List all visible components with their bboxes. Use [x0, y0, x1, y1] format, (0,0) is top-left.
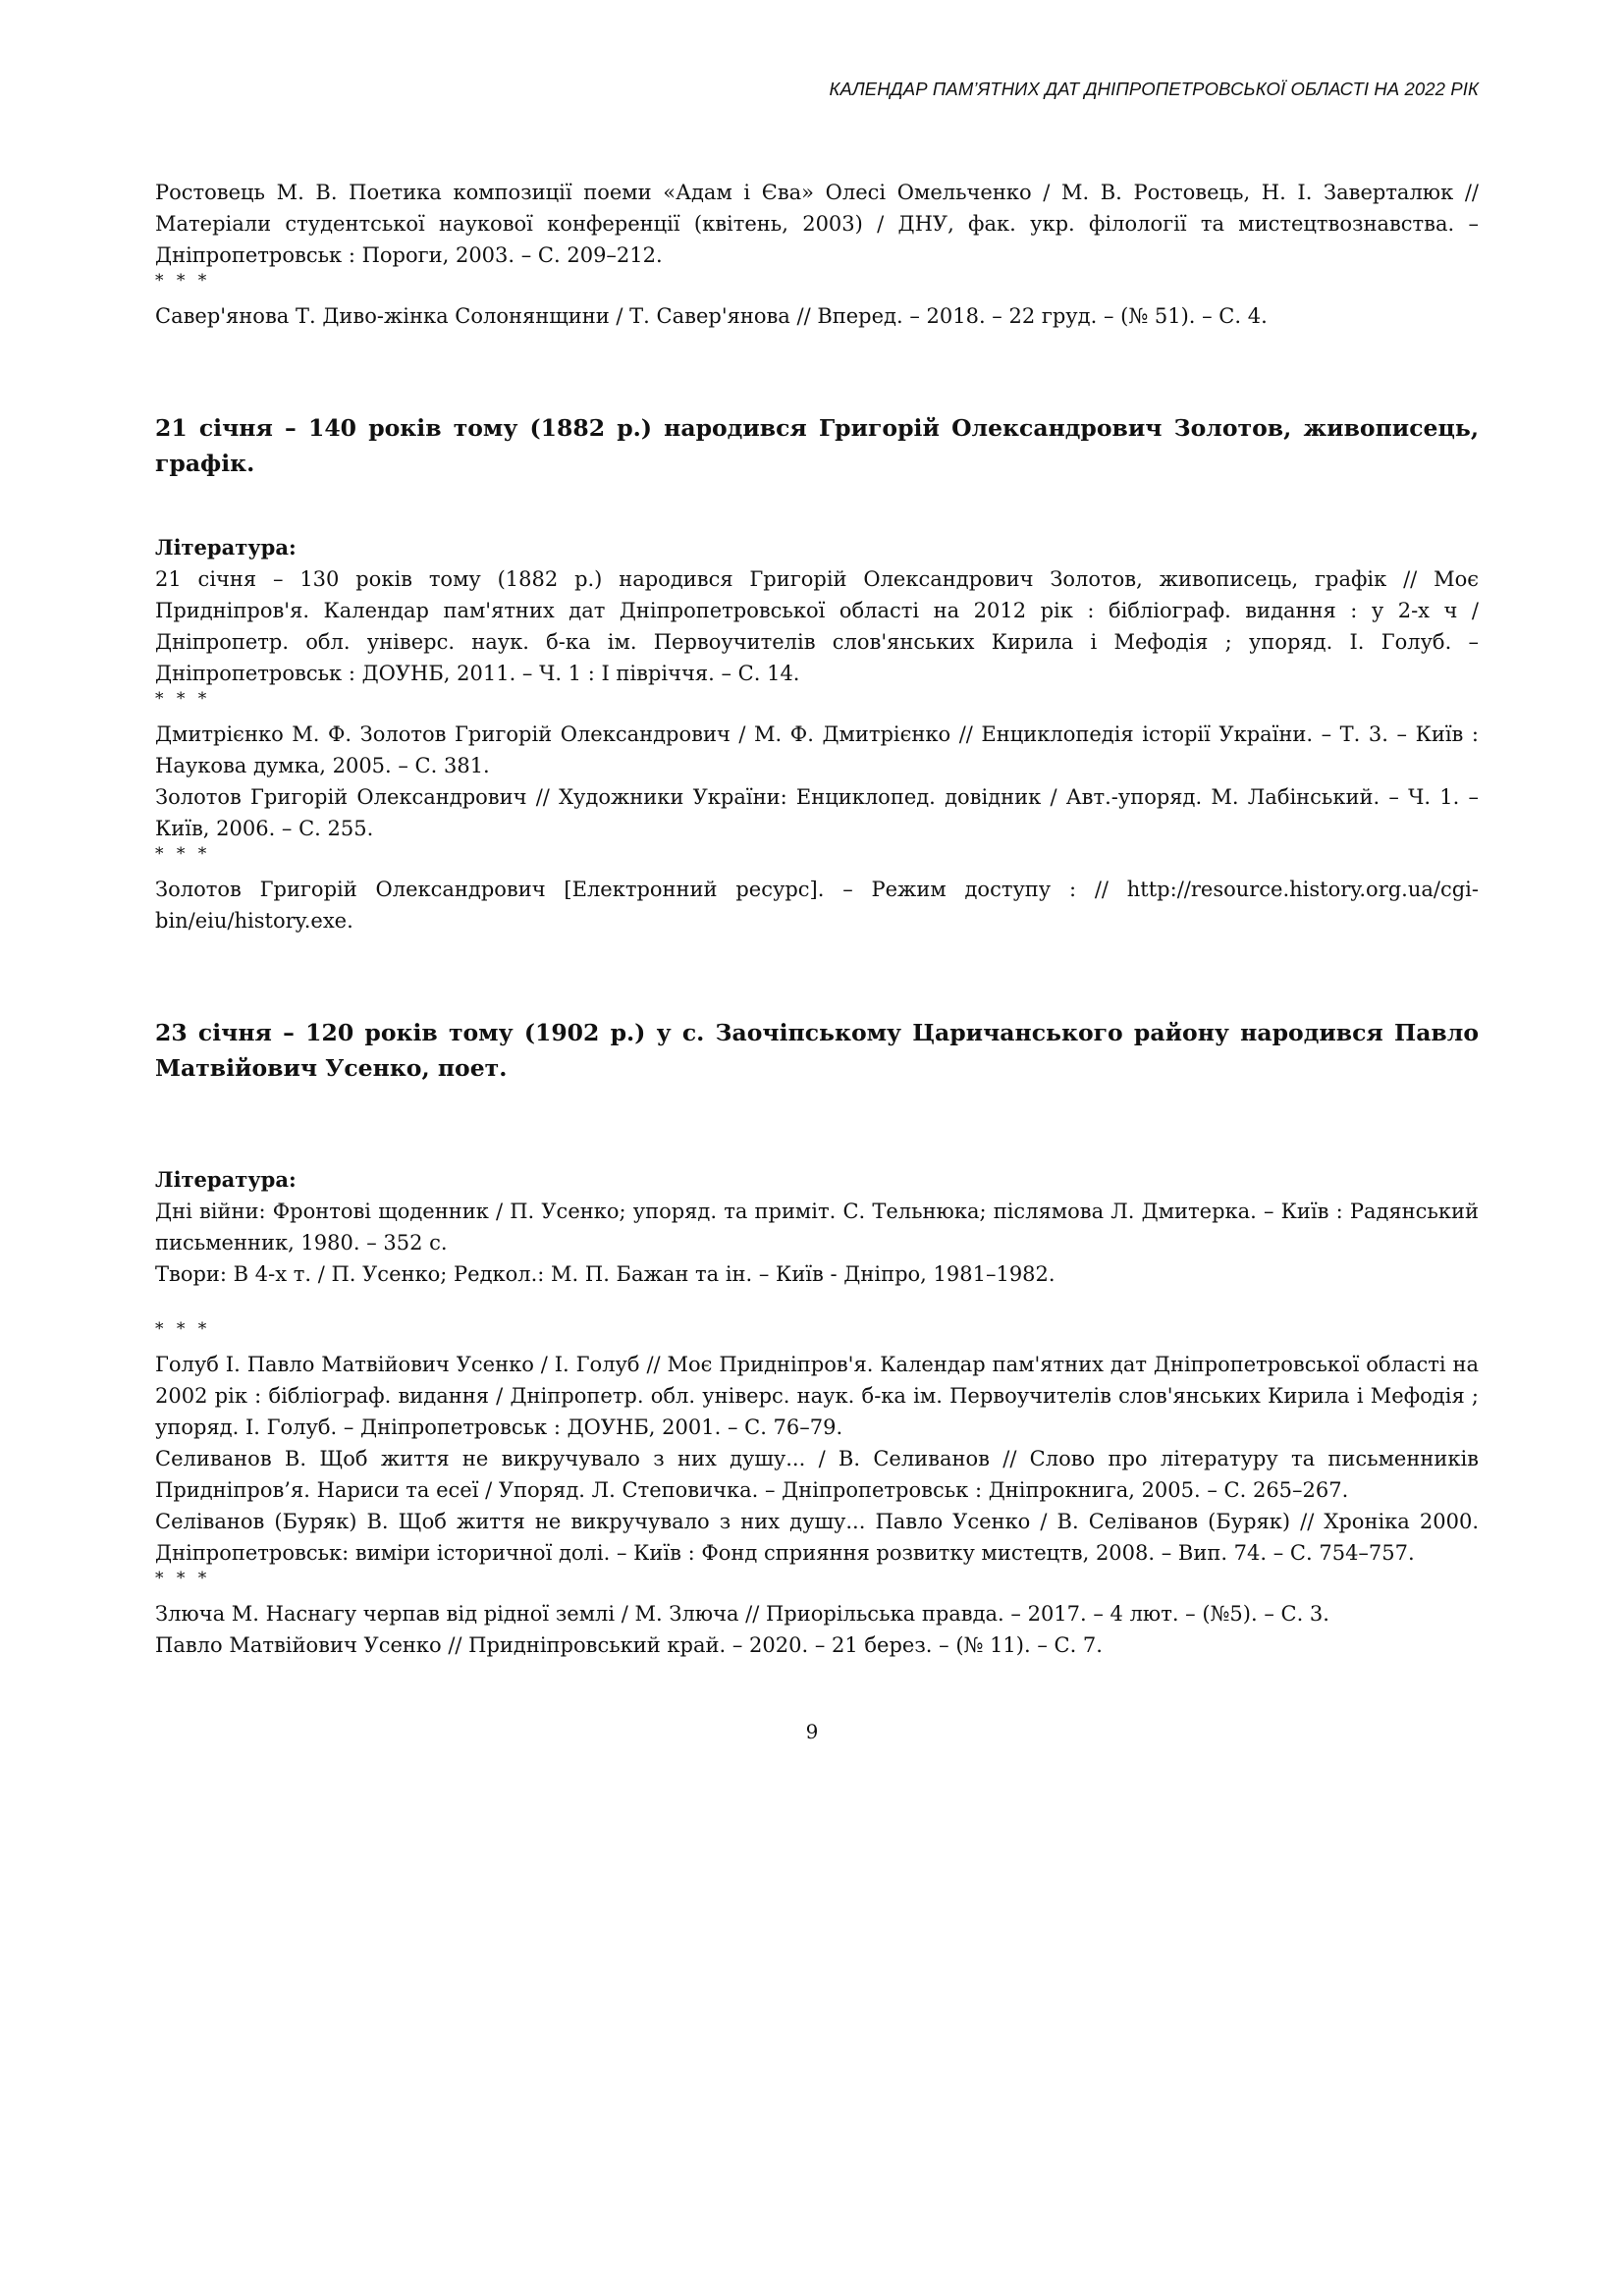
page-number: 9 [805, 1720, 819, 1743]
bibliography-entry: Савер'янова Т. Диво-жінка Солонянщини / Т. Савер'янова // Вперед. – 2018. – 22 груд. – (№ 51). – С. 4. [155, 304, 1268, 328]
section-separator: * * * [155, 271, 211, 291]
bibliography-entry: Павло Матвійович Усенко // Придніпровський край. – 2020. – 21 берез. – (№ 11). – С. 7. [155, 1633, 1103, 1657]
section-separator: * * * [155, 1569, 211, 1588]
page-content [155, 177, 1479, 1661]
bibliography-entry: Дмитрієнко М. Ф. Золотов Григорій Олександрович / М. Ф. Дмитрієнко // Енциклопедія історії України. – Т. 3. – Київ : Наукова думка, 2005. – С. 381. [155, 722, 1479, 777]
bibliography-entry: Ростовець М. В. Поетика композиції поеми «Адам і Єва» Олесі Омельченко / М. В. Ростовець, Н. І. Заверталюк // Матеріали студентської наукової конференції (квітень, 2003) / ДНУ, фак. укр. філології та мистецтвознавства. – Дніпропетровськ : Пороги, 2003. – С. 209–212. [155, 181, 1479, 267]
bibliography-entry: Злюча М. Наснагу черпав від рідної землі / М. Злюча // Приорільська правда. – 2017. – 4 лют. – (№5). – С. 3. [155, 1602, 1329, 1626]
event-heading: 21 січня – 140 років тому (1882 р.) народився Григорій Олександрович Золотов, живописець, графік. [155, 414, 1479, 477]
section-separator: * * * [155, 689, 211, 709]
bibliography-entry: Твори: В 4-х т. / П. Усенко; Редкол.: М. П. Бажан та ін. – Київ - Дніпро, 1981–1982. [155, 1262, 1056, 1286]
bibliography-entry: Селіванов (Буряк) В. Щоб життя не викручувало з них душу... Павло Усенко / В. Селіванов (Буряк) // Хроніка 2000. Дніпропетровськ: виміри історичної долі. – Київ : Фонд сприяння розвитку мистецтв, 2008. – Вип. 74. – С. 754–757. [155, 1510, 1479, 1565]
bibliography-entry: Золотов Григорій Олександрович [Електронний ресурс]. – Режим доступу : // http://resource.history.org.ua/cgi-bin/eiu/history.exe. [155, 878, 1479, 933]
bibliography-entry: Голуб І. Павло Матвійович Усенко / І. Голуб // Моє Придніпров'я. Календар пам'ятних дат Дніпропетровської області на 2002 рік : бібліограф. видання / Дніпропетр. обл. універс. наук. б-ка ім. Первоучителів слов'янських Кирила і Мефодія ; упоряд. І. Голуб. – Дніпропетровськ : ДОУНБ, 2001. – С. 76–79. [155, 1353, 1479, 1439]
bibliography-entry: 21 січня – 130 років тому (1882 р.) народився Григорій Олександрович Золотов, живописець, графік // Моє Придніпров'я. Календар пам'ятних дат Дніпропетровської області на 2012 рік : бібліограф. видання : у 2-х ч / Дніпропетр. обл. універс. наук. б-ка ім. Первоучителів слов'янських Кирила і Мефодія ; упоряд. І. Голуб. – Дніпропетровськ : ДОУНБ, 2011. – Ч. 1 : І півріччя. – С. 14. [155, 567, 1479, 685]
bibliography-entry: Дні війни: Фронтові щоденник / П. Усенко; упоряд. та приміт. С. Тельнюка; післямова Л. Дмитерка. – Київ : Радянський письменник, 1980. – 352 с. [155, 1200, 1479, 1255]
event-heading: 23 січня – 120 років тому (1902 р.) у с. Заочіпському Царичанського району народився Павло Матвійович Усенко, поет. [155, 1019, 1479, 1082]
section-separator: * * * [155, 1319, 211, 1339]
section-separator: * * * [155, 844, 211, 864]
bibliography-entry: Золотов Григорій Олександрович // Художники України: Енциклопед. довідник / Авт.-упоряд. М. Лабінський. – Ч. 1. – Київ, 2006. – С. 255. [155, 785, 1479, 840]
bibliography-entry: Селиванов В. Щоб життя не викручувало з них душу... / В. Селиванов // Слово про літературу та письменників Придніпров’я. Нариси та есеї / Упоряд. Л. Степовичка. – Дніпропетровськ : Дніпрокнига, 2005. – С. 265–267. [155, 1447, 1479, 1502]
literature-label: Література: [155, 535, 297, 560]
literature-label: Література: [155, 1167, 297, 1192]
running-header: КАЛЕНДАР ПАМ’ЯТНИХ ДАТ ДНІПРОПЕТРОВСЬКОЇ ОБЛАСТІ НА 2022 РІК [829, 79, 1479, 99]
